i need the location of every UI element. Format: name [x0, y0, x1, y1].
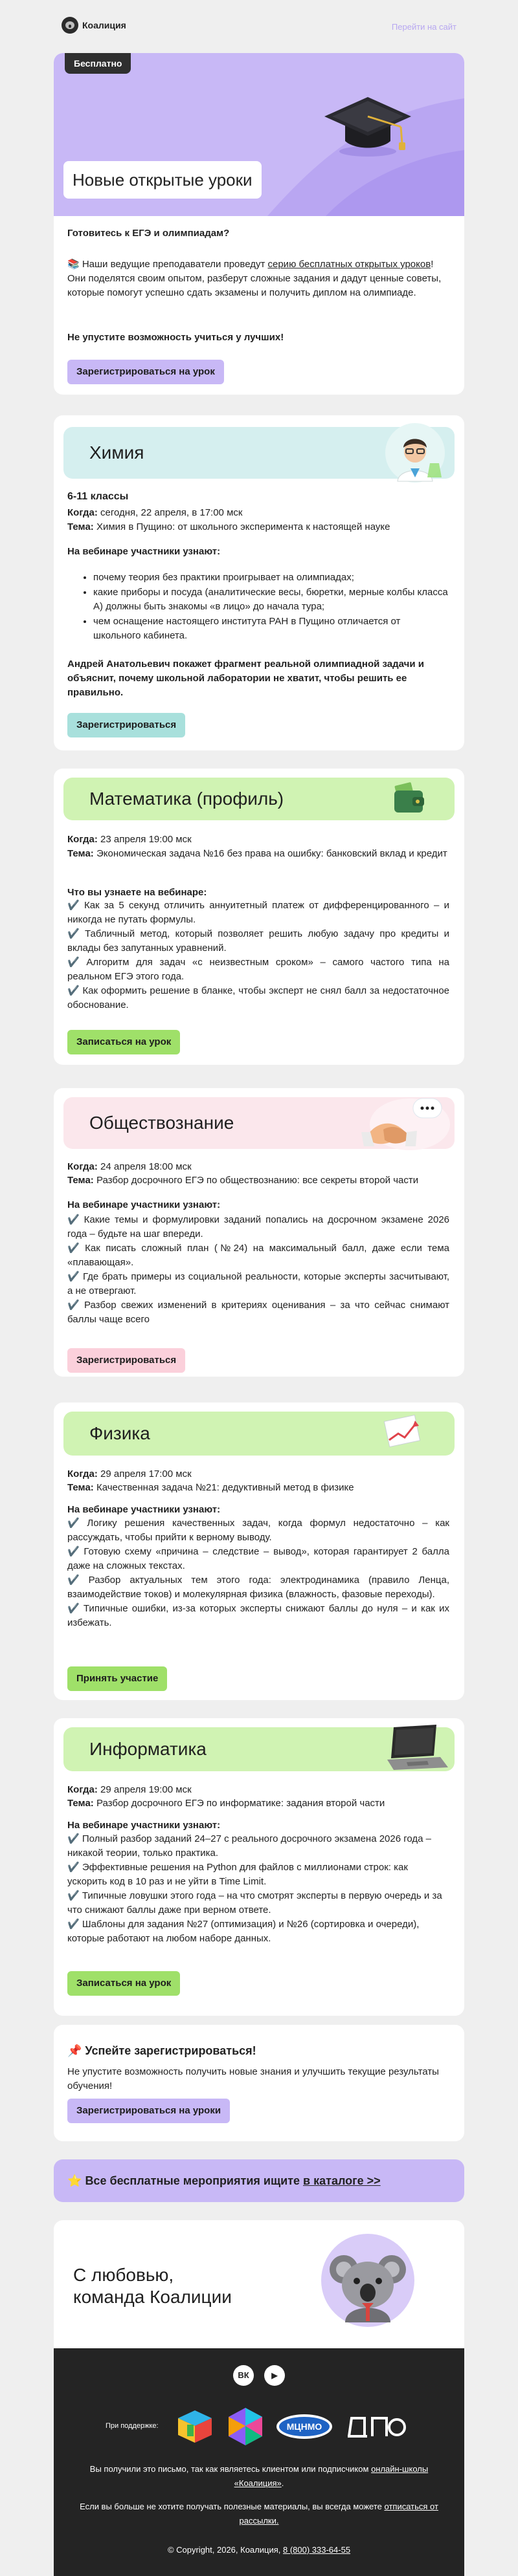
- hero-intro-text: 📚 Наши ведущие преподаватели проведут: [67, 259, 268, 270]
- list-item: ✔️ Логику решения качественных задач, когда формул недостаточно – как рассуждать, чтобы прийти к верному выводу.: [67, 1518, 449, 1543]
- topic-label: Тема:: [67, 521, 94, 532]
- list-item: ✔️ Табличный метод, который позволяет решить любую задачу про кредиты и вклады без запутанных уравнений.: [67, 928, 449, 954]
- when-value: 23 апреля 19:00 мск: [97, 834, 192, 845]
- list-item: ✔️ Полный разбор заданий 24–27 с реального досрочного экзамена 2026 года – никакой теории, только практика.: [67, 1833, 432, 1859]
- social-banner: [63, 1097, 455, 1149]
- unsubscribe-note: [73, 2500, 445, 2528]
- mcnmo-logo-icon: [275, 2413, 333, 2440]
- email-footer: [54, 2348, 464, 2576]
- wallet-money-icon: [390, 780, 429, 818]
- school-link[interactable]: онлайн-школы «Коалиция»: [234, 2464, 429, 2488]
- catalog-banner: [54, 2159, 464, 2202]
- when-label: Когда:: [67, 1161, 98, 1172]
- catalog-text: [67, 2173, 381, 2189]
- cs-banner: [63, 1727, 455, 1771]
- chemistry-banner: [63, 427, 455, 479]
- list-item: ✔️ Готовую схему «причина – следствие – вывод», которая гарантирует 2 балла даже на сложных текстах.: [67, 1546, 449, 1571]
- list-item: ✔️ Шаблоны для задания №27 (оптимизация) и №26 (сортировка и очереди), которые работают на любом наборе данных.: [67, 1919, 420, 1944]
- cs-signup-button[interactable]: Записаться на урок: [67, 1971, 180, 1996]
- reminder-title: 📌 Успейте зарегистрироваться!: [67, 2044, 256, 2057]
- chemistry-grades: 6-11 классы: [67, 491, 129, 502]
- topic-value: Разбор досрочного ЕГЭ по обществознанию: все секреты второй части: [93, 1175, 419, 1186]
- physics-learn-heading: На вебинаре участники узнают:: [67, 1504, 221, 1515]
- physics-items: [67, 1516, 449, 1630]
- email-header: [62, 16, 456, 39]
- go-to-site-link[interactable]: Перейти на сайт: [391, 22, 456, 32]
- math-items: [67, 899, 449, 1012]
- chemistry-title: Химия: [89, 442, 144, 463]
- when-value: 29 апреля 17:00 мск: [97, 1468, 192, 1479]
- partners-row: [106, 2404, 410, 2449]
- chemistry-when: [67, 506, 242, 520]
- chemistry-bullets: [67, 571, 449, 644]
- catalog-label: Все бесплатные мероприятия ищите: [85, 2174, 304, 2187]
- when-label: Когда:: [67, 507, 98, 518]
- reminder-card: [54, 2025, 464, 2141]
- when-value: сегодня, 22 апреля, в 17:00 мск: [97, 507, 243, 518]
- topic-value: Экономическая задача №16 без права на ошибку: банковский вклад и кредит: [93, 848, 447, 859]
- topic-label: Тема:: [67, 1175, 94, 1186]
- physics-card: [54, 1403, 464, 1700]
- cs-topic: [67, 1796, 449, 1811]
- list-item: ✔️ Алгоритм для задач «с неизвестным сроком» – самого частого типа на реальном ЕГЭ этого года.: [67, 957, 449, 982]
- polyhedron-logo-icon: [226, 2407, 265, 2447]
- chemistry-topic: [67, 520, 449, 534]
- social-register-button[interactable]: Зарегистрироваться: [67, 1348, 185, 1373]
- when-label: Когда:: [67, 1468, 98, 1479]
- chemistry-learn-heading: На вебинаре участники узнают:: [67, 546, 221, 557]
- youtube-icon[interactable]: ▶: [264, 2365, 285, 2386]
- list-item: • почему теория без практики проигрывает на олимпиадах;: [93, 571, 449, 585]
- cube-logo-icon: [174, 2408, 216, 2445]
- koala-mascot-icon: [319, 2232, 416, 2329]
- copyright-text: © Copyright, 2026, Коалиция,: [167, 2545, 283, 2555]
- chemistry-register-button[interactable]: Зарегистрироваться: [67, 713, 185, 737]
- list-item: ✔️ Разбор актуальных тем этого года: электродинамика (правило Ленца, взаимодействие токов) и молекулярная физика (влажность, фазовые переходы).: [67, 1575, 449, 1600]
- hero-intro: [67, 257, 449, 300]
- social-items: [67, 1213, 449, 1327]
- subscription-text-end: .: [281, 2478, 284, 2488]
- topic-label: Тема:: [67, 1482, 94, 1493]
- reminder-text: Не упустите возможность получить новые знания и улучшить текущие результаты обучения!: [67, 2066, 439, 2091]
- cs-items: [67, 1832, 449, 1946]
- handshake-icon: [342, 1095, 452, 1150]
- topic-value: Разбор досрочного ЕГЭ по информатике: задания второй части: [93, 1798, 385, 1809]
- list-item: ✔️ Разбор свежих изменений в критериях оценивания – за что сейчас снимают баллы чаще всего: [67, 1300, 449, 1325]
- list-item: ✔️ Типичные ошибки, из-за которых эксперты снижают баллы до нуля – и как их избежать.: [67, 1603, 449, 1628]
- signoff-text: [73, 2264, 232, 2308]
- chemistry-summary: Андрей Анатольевич покажет фрагмент реальной олимпиадной задачи и объяснит, почему школьной лаборатории не хватит, чтобы решить ее правильно.: [67, 659, 424, 698]
- list-item: ✔️ Как писать сложный план (№24) на максимальный балл, даже если тема «плавающая».: [67, 1243, 449, 1268]
- physics-topic: [67, 1481, 449, 1495]
- hero-card: [54, 53, 464, 395]
- physics-title: Физика: [89, 1423, 150, 1443]
- free-lessons-link[interactable]: серию бесплатных открытых уроков: [267, 259, 431, 270]
- laptop-icon: [381, 1723, 452, 1773]
- social-learn-heading: На вебинаре участники узнают:: [67, 1199, 221, 1210]
- hero-intro-text-end: ! Они поделятся своим опытом, разберут сложные задания и дадут ценные советы, которые помогут успешно сдать экзамены и получить диплом на олимпиаде.: [67, 259, 442, 298]
- hero-lead: Готовитесь к ЕГЭ и олимпиадам?: [67, 228, 230, 239]
- list-item: ✔️ Где брать примеры из социальной реальности, которые эксперты засчитывают, а не отвергают.: [67, 1271, 449, 1296]
- cs-card: [54, 1718, 464, 2016]
- social-card: [54, 1088, 464, 1377]
- social-title: Обществознание: [89, 1113, 234, 1133]
- hero-banner: [54, 53, 464, 216]
- list-item: ✔️ Как оформить решение в бланке, чтобы эксперт не снял балл за недостаточное обоснование.: [67, 985, 449, 1010]
- hero-title: Новые открытые уроки: [73, 170, 253, 190]
- math-banner: [63, 778, 455, 820]
- social-links: [231, 2363, 287, 2388]
- list-item: ✔️ Как за 5 секунд отличить аннуитетный платеж от дифференцированного – и никогда не путать формулы.: [67, 900, 449, 925]
- hero-cta-text: Не упустите возможность учиться у лучших!: [67, 332, 284, 343]
- brand-logo[interactable]: [62, 17, 126, 34]
- list-item: ✔️ Эффективные решения на Python для файлов с миллионами строк: как ускорить код в 10 раз и не уйти в Time Limit.: [67, 1862, 408, 1887]
- hero-title-box: [63, 161, 262, 199]
- math-signup-button[interactable]: Записаться на урок: [67, 1030, 180, 1054]
- register-lessons-button[interactable]: Зарегистрироваться на уроки: [67, 2099, 230, 2123]
- topic-value: Качественная задача №21: дедуктивный метод в физике: [93, 1482, 354, 1493]
- signoff-line-2: команда Коалиции: [73, 2287, 232, 2307]
- free-badge: Бесплатно: [65, 53, 131, 74]
- when-value: 29 апреля 19:00 мск: [97, 1784, 192, 1795]
- list-item: • какие приборы и посуда (аналитические весы, бюретки, мерные колбы класса А) должны быть знакомы «в лицо» до начала тура;: [93, 585, 449, 614]
- phone-link[interactable]: 8 (800) 333-64-55: [282, 2545, 351, 2555]
- graduation-cap-icon: [319, 79, 416, 163]
- when-label: Когда:: [67, 1784, 98, 1795]
- cs-when: [67, 1783, 192, 1797]
- list-item: ✔️ Типичные ловушки этого года – на что смотрят эксперты в первую очередь и за что снижают баллы даже при верном ответе.: [67, 1890, 442, 1916]
- svg-text:МЦНМО: МЦНМО: [286, 2421, 322, 2432]
- when-value: 24 апреля 18:00 мск: [97, 1161, 192, 1172]
- unsubscribe-link[interactable]: отписаться от рассылки.: [239, 2502, 438, 2526]
- copyright: [54, 2544, 464, 2557]
- list-item: • чем оснащение настоящего института РАН в Пущино отличается от школьного кабинета.: [93, 615, 449, 643]
- catalog-link[interactable]: в каталоге >>: [303, 2174, 381, 2187]
- star-icon: ⭐: [67, 2174, 82, 2187]
- scientist-icon: [379, 422, 451, 484]
- math-when: [67, 833, 192, 847]
- math-learn-heading: Что вы узнаете на вебинаре:: [67, 887, 207, 898]
- koala-logo-icon: [62, 17, 78, 34]
- physics-join-button[interactable]: Принять участие: [67, 1666, 167, 1691]
- social-when: [67, 1160, 192, 1174]
- math-card: [54, 769, 464, 1065]
- vk-icon[interactable]: ВК: [233, 2365, 254, 2386]
- list-item: ✔️ Какие темы и формулировки заданий попались на досрочном экзамене 2026 года – будьте на шаг впереди.: [67, 1214, 449, 1239]
- graph-chart-icon: [377, 1413, 429, 1453]
- signoff-line-1: С любовью,: [73, 2265, 174, 2285]
- topic-value: Химия в Пущино: от школьного эксперимента к настоящей науке: [93, 521, 390, 532]
- topic-label: Тема:: [67, 848, 94, 859]
- math-title: Математика (профиль): [89, 789, 284, 809]
- register-lesson-button[interactable]: Зарегистрироваться на урок: [67, 360, 224, 384]
- math-topic: [67, 847, 449, 861]
- brand-name: Коалиция: [82, 20, 126, 30]
- social-topic: [67, 1173, 456, 1188]
- subscription-note: [73, 2462, 445, 2491]
- cs-title: Информатика: [89, 1739, 207, 1759]
- topic-label: Тема:: [67, 1798, 94, 1809]
- when-label: Когда:: [67, 834, 98, 845]
- signoff-card: [54, 2220, 464, 2348]
- cs-learn-heading: На вебинаре участники узнают:: [67, 1820, 221, 1831]
- unsubscribe-text: Если вы больше не хотите получать полезные материалы, вы всегда можете: [80, 2502, 385, 2511]
- subscription-text: Вы получили это письмо, так как являетесь клиентом или подписчиком: [89, 2464, 372, 2474]
- physics-banner: [63, 1412, 455, 1456]
- dpo-logo-icon: [345, 2413, 407, 2440]
- chemistry-card: [54, 415, 464, 750]
- physics-when: [67, 1467, 192, 1481]
- support-label: При поддержке:: [106, 2422, 159, 2430]
